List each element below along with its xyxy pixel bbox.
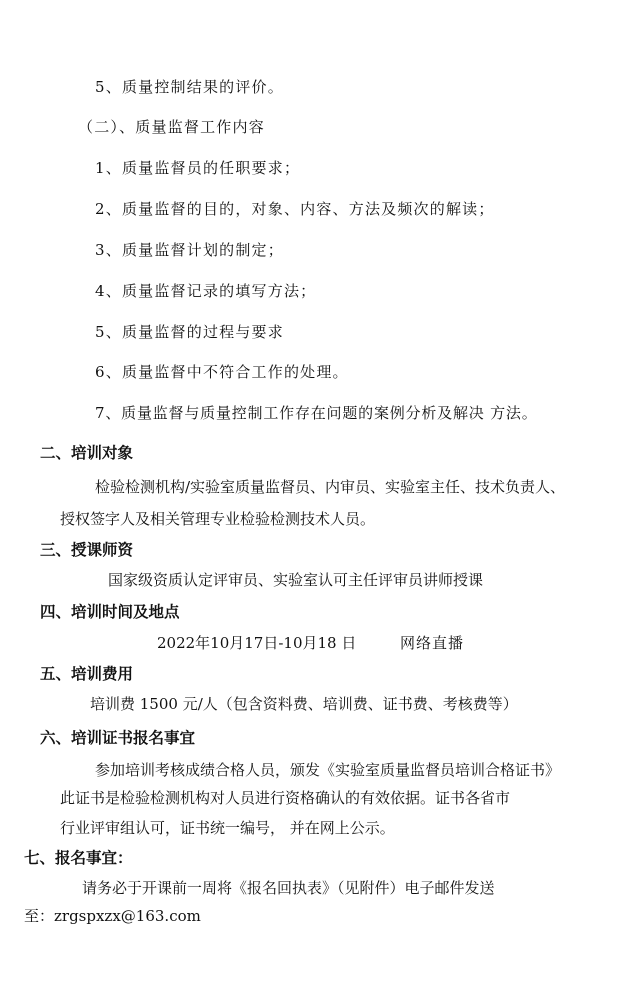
- supervision-item: 4、质量监督记录的填写方法；: [95, 282, 317, 300]
- training-mode: 网络直播: [400, 634, 465, 652]
- training-target-heading: 二、培训对象: [40, 444, 134, 462]
- registration-email: 至：zrgspxzx@163.com: [24, 907, 201, 925]
- supervision-item: 2、质量监督的目的，对象、内容、方法及频次的解读；: [95, 200, 495, 218]
- supervision-item: 3、质量监督计划的制定；: [95, 241, 284, 259]
- certificate-line: 此证书是检验检测机构对人员进行资格确认的有效依据。证书各省市: [60, 789, 511, 807]
- supervision-item: 5、质量监督的过程与要求: [95, 323, 284, 341]
- supervision-item: 1、质量监督员的任职要求；: [95, 159, 301, 177]
- training-target-line: 授权签字人及相关管理专业检验检测技术人员。: [60, 510, 376, 528]
- certificate-line: 参加培训考核成绩合格人员，颁发《实验室质量监督员培训合格证书》: [95, 761, 561, 779]
- supervision-item: 6、质量监督中不符合工作的处理。: [95, 363, 349, 381]
- fee-text: 培训费 1500 元/人（包含资料费、培训费、证书费、考核费等）: [90, 695, 518, 713]
- fee-heading: 五、培训费用: [40, 665, 134, 683]
- certificate-line: 行业评审组认可，证书统一编号， 并在网上公示。: [60, 819, 395, 837]
- supervision-section-title: （二）、质量监督工作内容: [78, 118, 265, 136]
- instructors-text: 国家级资质认定评审员、实验室认可主任评审员讲师授课: [108, 571, 484, 589]
- training-target-line: 检验检测机构/实验室质量监督员、内审员、实验室主任、技术负责人、: [95, 478, 566, 496]
- registration-line: 请务必于开课前一周将《报名回执表》（见附件）电子邮件发送: [82, 879, 495, 897]
- certificate-heading: 六、培训证书报名事宜: [40, 729, 196, 747]
- quality-control-item-5: 5、质量控制结果的评价。: [95, 78, 284, 96]
- time-location-heading: 四、培训时间及地点: [40, 603, 180, 621]
- instructors-heading: 三、授课师资: [40, 541, 134, 559]
- registration-heading: 七、报名事宜：: [24, 849, 133, 867]
- training-date: 2022年10月17日-10月18 日: [157, 634, 357, 652]
- supervision-item: 7、质量监督与质量控制工作存在问题的案例分析及解决 方法。: [95, 404, 538, 422]
